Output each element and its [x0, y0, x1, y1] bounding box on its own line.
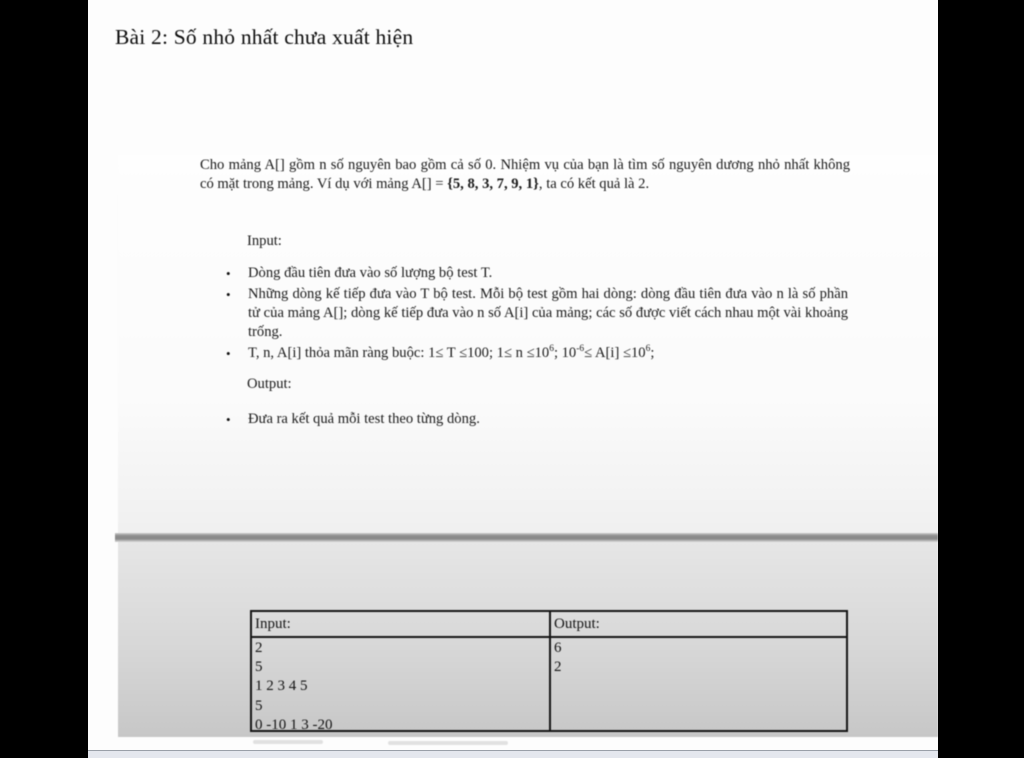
problem-statement — [200, 156, 850, 194]
list-item — [226, 344, 848, 363]
input-line: 1 2 3 4 5 — [255, 678, 308, 695]
constraint-segment: ; — [650, 345, 655, 361]
statement-example-array: {5, 8, 3, 7, 9, 1} — [447, 176, 539, 192]
page-title: Bài 2: Số nhỏ nhất chưa xuất hiện — [115, 25, 414, 49]
constraint-exponent: -6 — [576, 344, 585, 355]
list-item — [226, 264, 848, 283]
bullet-icon: • — [226, 346, 231, 361]
document-content — [88, 0, 938, 758]
list-item — [226, 410, 848, 429]
bullet-icon: • — [226, 412, 231, 427]
statement-text-2: , ta có kết quả là 2. — [538, 176, 650, 192]
constraint-segment: ≤ A[i] ≤10 — [584, 345, 646, 361]
left-letterbox — [0, 0, 88, 758]
constraint-exponent: 6 — [549, 344, 554, 355]
constraint-segment: ; 10 — [553, 345, 577, 361]
section-divider — [115, 533, 938, 542]
list-item — [226, 285, 848, 342]
output-bullet-list — [226, 410, 848, 431]
output-line: 2 — [554, 659, 562, 676]
bullet-text: Đưa ra kết quả mỗi test theo từng dòng. — [248, 411, 480, 427]
input-line: 2 — [255, 640, 263, 656]
artifact-smudge — [253, 740, 323, 744]
bullet-text: Những dòng kế tiếp đưa vào T bộ test. Mỗi bộ test gồm hai dòng: dòng đầu tiên đưa vào n là số phần tử của mảng A[]; dòng kế tiếp đưa vào n số A[i] của mảng; các số được viết cách nhau một vài khoảng trống. — [248, 286, 848, 340]
right-letterbox — [938, 0, 1024, 758]
output-section-label: Output: — [247, 376, 292, 392]
bullet-icon: • — [226, 287, 231, 302]
table-column-output — [549, 612, 846, 730]
horizontal-scrollbar[interactable] — [88, 750, 1024, 758]
constraint-segment: T, n, A[i] thỏa mãn ràng buộc: 1≤ T ≤100; 1≤ n ≤10 — [248, 345, 550, 361]
output-line: 6 — [554, 640, 562, 656]
input-bullet-list — [226, 264, 848, 365]
bullet-text: Dòng đầu tiên đưa vào số lượng bộ test T. — [248, 265, 493, 281]
example-table — [250, 610, 848, 732]
statement-text-1: Cho mảng A[] gồm n số nguyên bao gồm cả số 0. Nhiệm vụ của bạn là tìm số nguyên dương nhỏ nhất không có mặt trong mảng. Ví dụ với mảng A[] = — [200, 157, 850, 192]
table-header-input: Input: — [252, 612, 549, 638]
input-line: 5 — [255, 697, 263, 714]
input-section-label: Input: — [247, 233, 282, 249]
artifact-smudge — [388, 741, 508, 745]
input-line: 5 — [255, 659, 263, 676]
table-cell-output — [551, 638, 846, 677]
constraint-exponent: 6 — [645, 344, 651, 355]
input-line: 0 -10 1 3 -20 — [255, 716, 333, 733]
document-page — [88, 0, 938, 758]
table-cell-input — [252, 638, 549, 735]
table-header-output: Output: — [551, 612, 846, 638]
bullet-icon: • — [226, 266, 231, 281]
constraint-text — [248, 344, 848, 363]
table-column-input — [252, 612, 549, 733]
